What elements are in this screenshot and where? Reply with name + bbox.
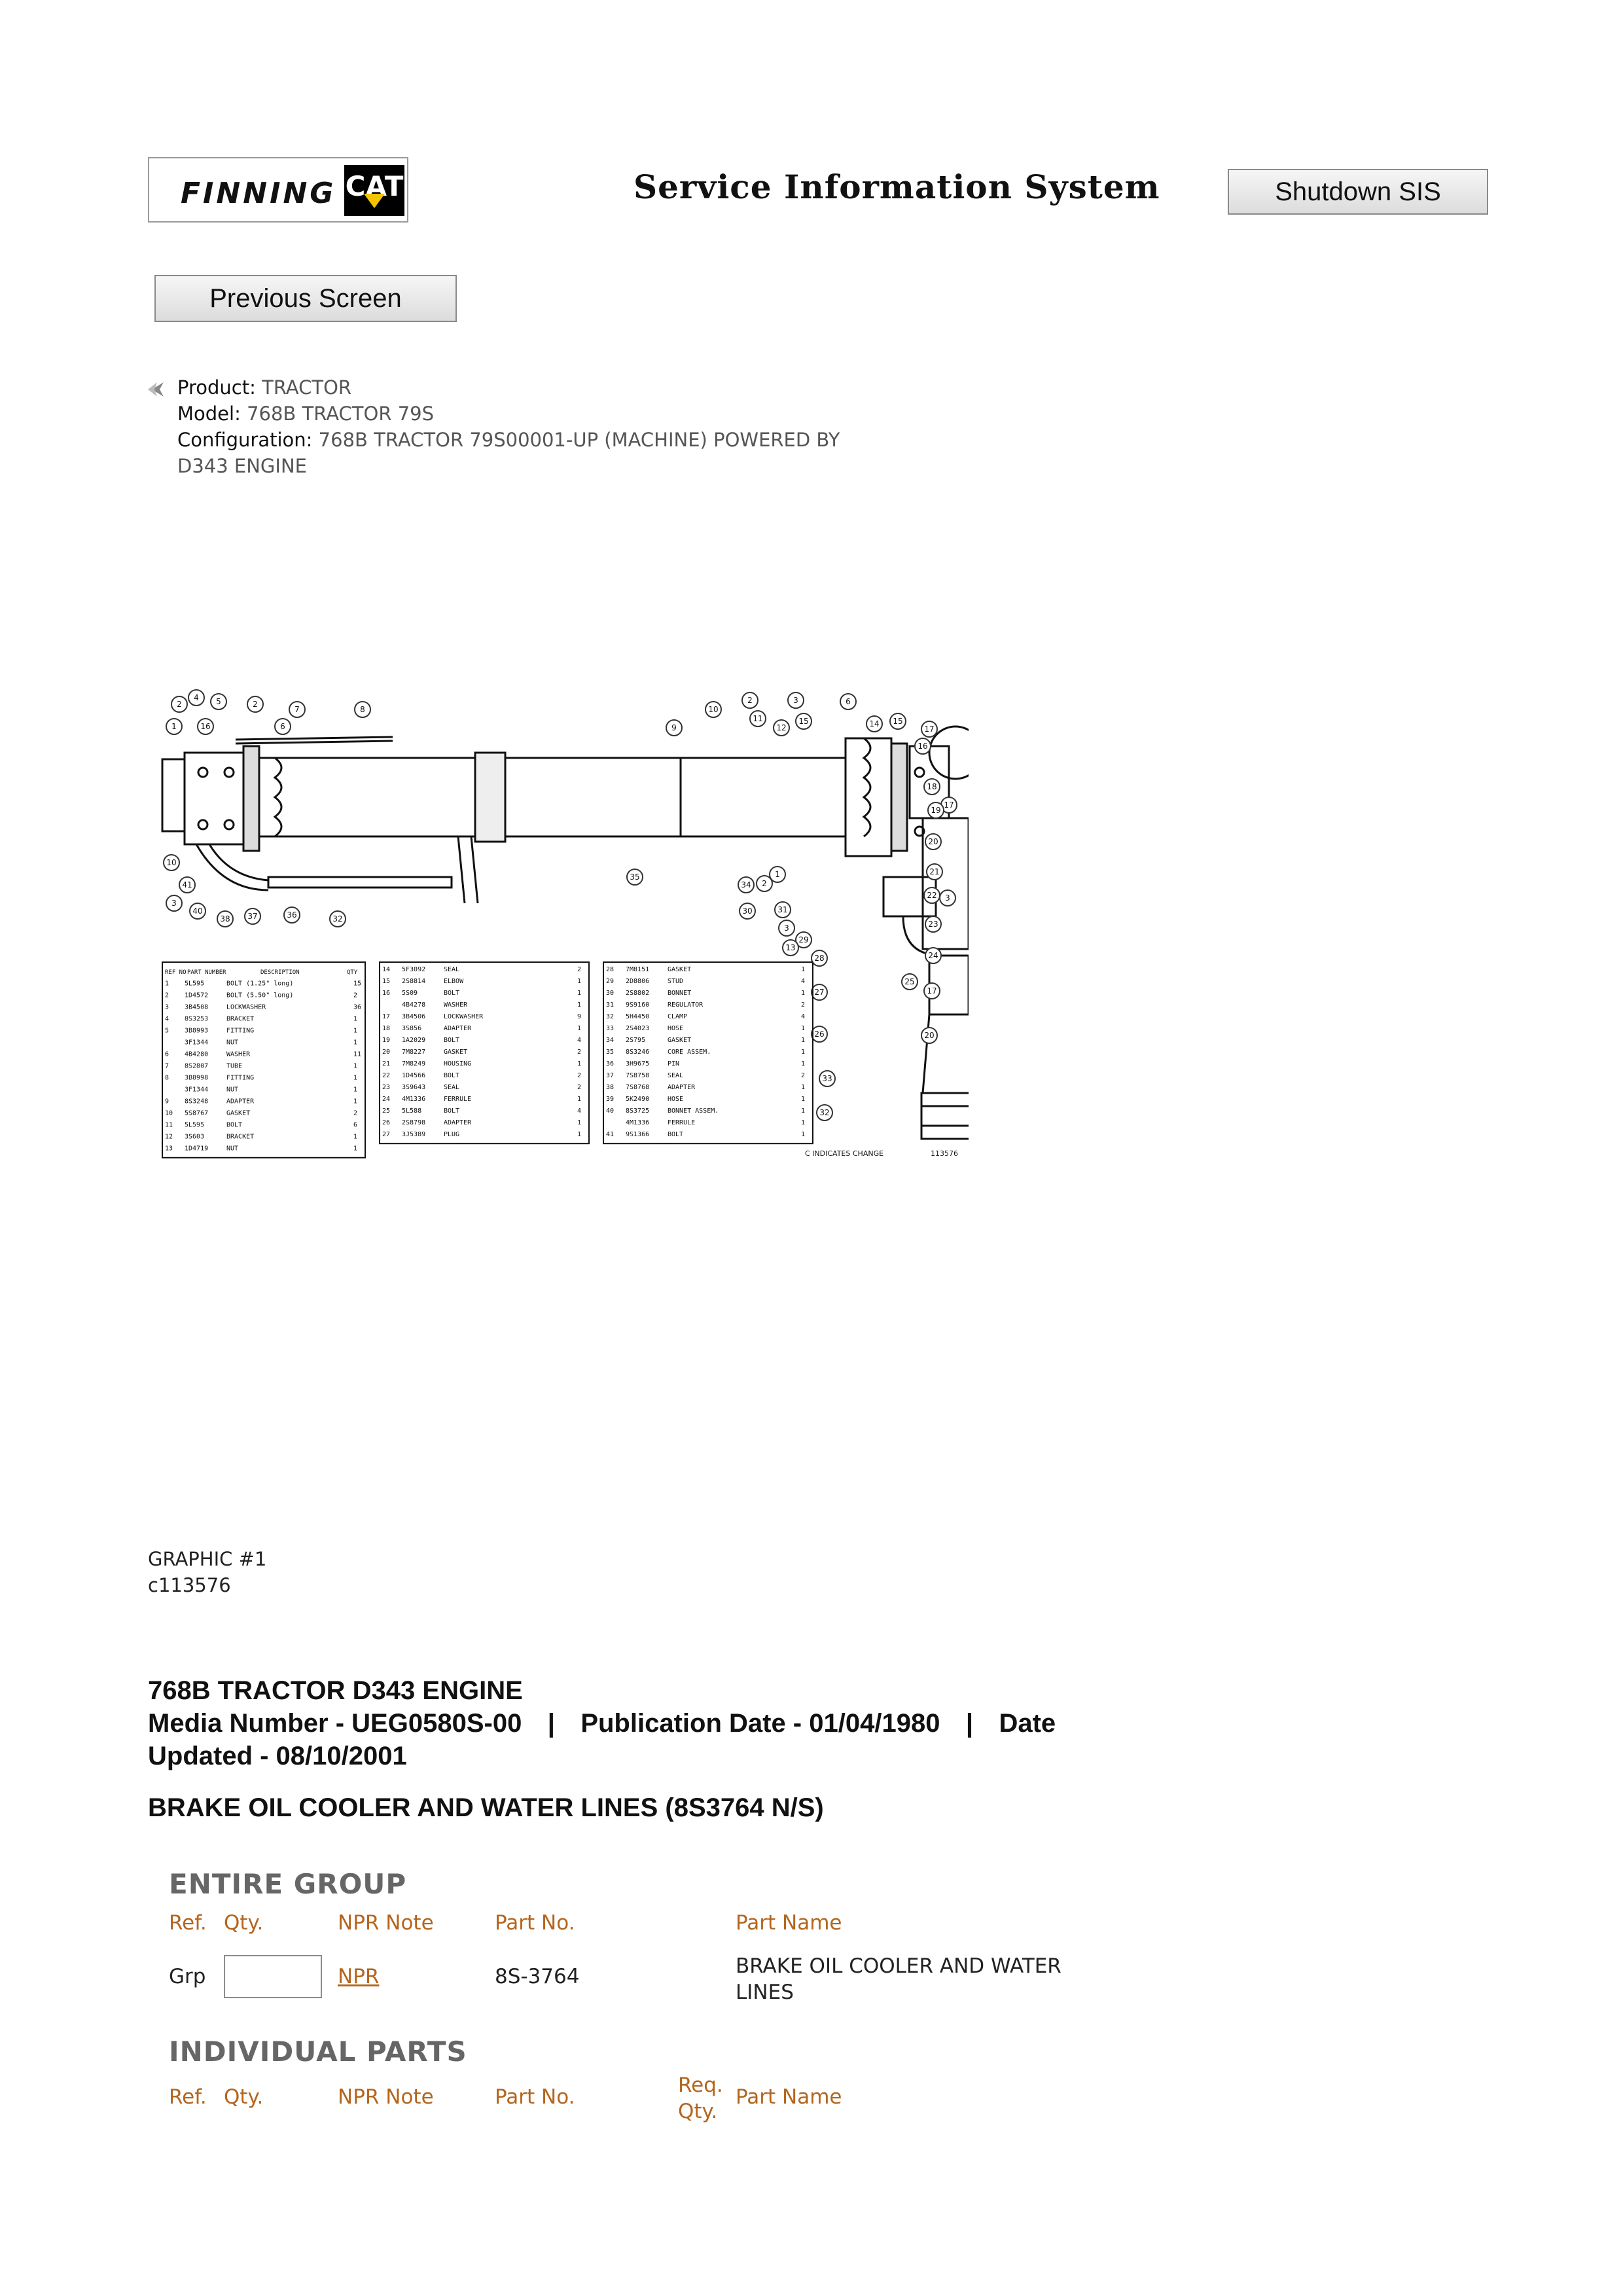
part-number: 3S9643 bbox=[402, 1084, 426, 1091]
part-number: 7M8151 bbox=[626, 966, 650, 973]
part-ref: 30 bbox=[606, 990, 615, 997]
part-description: FERRULE bbox=[668, 1119, 696, 1126]
part-number: 5L588 bbox=[402, 1107, 422, 1115]
part-ref: 31 bbox=[606, 1001, 615, 1009]
part-ref: 28 bbox=[606, 966, 615, 973]
part-number: 2D8806 bbox=[626, 978, 650, 985]
part-number: 5L595 bbox=[185, 1121, 205, 1129]
svg-text:24: 24 bbox=[928, 951, 938, 960]
part-description: SEAL bbox=[444, 1084, 460, 1091]
part-qty: 1 bbox=[801, 990, 806, 997]
part-ref: 19 bbox=[382, 1037, 391, 1044]
part-description: HOSE bbox=[668, 1025, 684, 1032]
part-qty: 1 bbox=[353, 1086, 358, 1094]
part-qty: 4 bbox=[577, 1037, 582, 1044]
part-ref: 20 bbox=[382, 1049, 391, 1056]
part-ref: 2 bbox=[165, 992, 169, 999]
system-title: Service Information System bbox=[633, 168, 1160, 206]
svg-text:33: 33 bbox=[822, 1074, 832, 1083]
part-description: BOLT bbox=[444, 1037, 460, 1044]
part-description: PLUG bbox=[444, 1131, 460, 1138]
part-ref: 38 bbox=[606, 1084, 615, 1091]
eg-header-part-name: Part Name bbox=[736, 1911, 842, 1935]
part-description: CORE ASSEM. bbox=[668, 1049, 711, 1056]
part-ref: 37 bbox=[606, 1072, 615, 1079]
part-description: FERRULE bbox=[444, 1096, 472, 1103]
previous-screen-button[interactable]: Previous Screen bbox=[154, 275, 457, 322]
part-ref: 3 bbox=[165, 1003, 169, 1011]
part-number: 1A2029 bbox=[402, 1037, 426, 1044]
part-description: WASHER bbox=[226, 1050, 251, 1058]
part-description: SEAL bbox=[668, 1072, 684, 1079]
eg-header-ref: Ref. bbox=[169, 1911, 207, 1935]
part-qty: 2 bbox=[577, 1072, 582, 1079]
part-number: 3F1344 bbox=[185, 1039, 209, 1047]
configuration-value-2: D343 ENGINE bbox=[177, 455, 307, 477]
part-description: CLAMP bbox=[668, 1013, 688, 1020]
part-description: ADAPTER bbox=[444, 1025, 472, 1032]
part-qty: 1 bbox=[577, 1131, 582, 1138]
part-number: 3S603 bbox=[185, 1133, 205, 1141]
svg-text:10: 10 bbox=[166, 858, 177, 867]
part-ref: 4 bbox=[165, 1015, 169, 1023]
svg-text:21: 21 bbox=[929, 867, 940, 876]
part-number: 3B4506 bbox=[402, 1013, 426, 1020]
part-number: 3B8993 bbox=[185, 1027, 209, 1035]
svg-text:27: 27 bbox=[814, 988, 825, 997]
configuration-line: Configuration: 768B TRACTOR 79S00001-UP (MACHINE) POWERED BY bbox=[177, 429, 840, 451]
part-ref: 40 bbox=[606, 1107, 615, 1115]
part-qty: 2 bbox=[801, 1001, 806, 1009]
part-ref: 34 bbox=[606, 1037, 615, 1044]
part-qty: 1 bbox=[577, 978, 582, 985]
part-ref: 15 bbox=[382, 978, 391, 985]
part-qty: 2 bbox=[577, 1049, 582, 1056]
separator: | bbox=[965, 1709, 974, 1738]
svg-text:3: 3 bbox=[945, 893, 950, 903]
part-description: FITTING bbox=[226, 1027, 255, 1035]
part-number: 7M8249 bbox=[402, 1060, 426, 1067]
part-number: 1D4719 bbox=[185, 1145, 209, 1153]
part-description: BRACKET bbox=[226, 1015, 255, 1023]
svg-text:2: 2 bbox=[177, 700, 182, 709]
part-description: FITTING bbox=[226, 1074, 255, 1082]
eg-row-part-no: 8S-3764 bbox=[495, 1965, 580, 1988]
updated-date: Updated - 08/10/2001 bbox=[148, 1742, 407, 1770]
ip-header-ref: Ref. bbox=[169, 2085, 207, 2109]
graphic-code: 113576 bbox=[931, 1149, 958, 1158]
part-qty: 1 bbox=[577, 1001, 582, 1009]
part-description: BRACKET bbox=[226, 1133, 255, 1141]
ip-header-part-no: Part No. bbox=[495, 2085, 575, 2109]
part-qty: 1 bbox=[801, 1096, 806, 1103]
ip-header-part-name: Part Name bbox=[736, 2085, 842, 2109]
part-description: BOLT bbox=[668, 1131, 684, 1138]
part-qty: 1 bbox=[801, 1060, 806, 1067]
part-description: BOLT bbox=[444, 1107, 460, 1115]
svg-text:31: 31 bbox=[777, 905, 788, 914]
group-title: BRAKE OIL COOLER AND WATER LINES (8S3764 N/S) bbox=[148, 1793, 824, 1822]
part-qty: 1 bbox=[801, 1049, 806, 1056]
part-number: 4M1336 bbox=[402, 1096, 426, 1103]
part-number: 1D4572 bbox=[185, 992, 209, 999]
part-description: ELBOW bbox=[444, 978, 464, 985]
svg-text:12: 12 bbox=[776, 723, 787, 732]
entire-group-heading: ENTIRE GROUP bbox=[169, 1868, 407, 1900]
shutdown-sis-button[interactable]: Shutdown SIS bbox=[1228, 169, 1488, 215]
parts-table-header: DESCRIPTION bbox=[260, 969, 300, 976]
product-value: TRACTOR bbox=[262, 376, 352, 399]
eg-header-npr: NPR Note bbox=[338, 1911, 434, 1935]
part-number: 8S3248 bbox=[185, 1098, 209, 1105]
graphic-caption bbox=[148, 1546, 266, 1598]
parts-diagram-graphic bbox=[157, 681, 969, 1165]
svg-text:41: 41 bbox=[182, 880, 192, 889]
part-description: BOLT bbox=[226, 1121, 243, 1129]
part-number: 3H9675 bbox=[626, 1060, 650, 1067]
svg-text:5: 5 bbox=[216, 697, 221, 706]
svg-text:15: 15 bbox=[893, 717, 903, 726]
part-number: 3B4508 bbox=[185, 1003, 209, 1011]
logo-cat-text: CAT bbox=[345, 170, 404, 202]
part-ref: 32 bbox=[606, 1013, 615, 1020]
part-description: SEAL bbox=[444, 966, 460, 973]
model-line: Model: 768B TRACTOR 79S bbox=[177, 403, 435, 425]
svg-text:17: 17 bbox=[944, 800, 954, 810]
part-description: BOLT (5.50" long) bbox=[226, 992, 294, 999]
logo-text: FINNING bbox=[181, 177, 336, 210]
graphic-number: GRAPHIC #1 bbox=[148, 1548, 267, 1570]
part-qty: 1 bbox=[577, 1119, 582, 1126]
part-qty: 6 bbox=[353, 1121, 358, 1129]
svg-text:16: 16 bbox=[918, 742, 928, 751]
product-line: Product: TRACTOR bbox=[177, 376, 352, 399]
part-ref: 21 bbox=[382, 1060, 391, 1067]
part-description: BONNET bbox=[668, 990, 692, 997]
part-number: 5L595 bbox=[185, 980, 205, 988]
part-ref: 10 bbox=[165, 1109, 173, 1117]
svg-text:17: 17 bbox=[927, 986, 937, 996]
part-description: GASKET bbox=[668, 966, 692, 973]
eg-row-part-name: BRAKE OIL COOLER AND WATER LINES bbox=[736, 1954, 1061, 2004]
individual-parts-heading: INDIVIDUAL PARTS bbox=[169, 2036, 467, 2068]
part-qty: 1 bbox=[801, 1131, 806, 1138]
part-ref: 1 bbox=[165, 980, 169, 988]
eg-npr-link[interactable]: NPR bbox=[338, 1965, 380, 1988]
part-ref: 9 bbox=[165, 1098, 169, 1105]
svg-text:14: 14 bbox=[869, 719, 880, 728]
part-qty: 4 bbox=[801, 978, 806, 985]
media-number: Media Number - UEG0580S-00 bbox=[148, 1709, 522, 1738]
part-ref: 36 bbox=[606, 1060, 615, 1067]
part-number: 7S8758 bbox=[626, 1072, 650, 1079]
parts-table-header: REF NO bbox=[165, 969, 187, 976]
part-ref: 12 bbox=[165, 1133, 173, 1141]
finning-cat-logo bbox=[148, 157, 408, 223]
part-number: 1D4566 bbox=[402, 1072, 426, 1079]
part-number: 7S8768 bbox=[626, 1084, 650, 1091]
part-number: 3J5389 bbox=[402, 1131, 426, 1138]
publication-date: Publication Date - 01/04/1980 bbox=[580, 1709, 940, 1738]
part-description: BOLT (1.25" long) bbox=[226, 980, 294, 988]
part-description: STUD bbox=[668, 978, 684, 985]
part-qty: 1 bbox=[801, 1084, 806, 1091]
part-number: 9S9160 bbox=[626, 1001, 650, 1009]
part-qty: 1 bbox=[353, 1027, 358, 1035]
part-number: 7M8227 bbox=[402, 1049, 426, 1056]
svg-text:4: 4 bbox=[194, 693, 199, 702]
svg-text:23: 23 bbox=[928, 920, 938, 929]
svg-text:26: 26 bbox=[814, 1030, 825, 1039]
svg-text:28: 28 bbox=[814, 954, 825, 963]
part-description: LOCKWASHER bbox=[444, 1013, 484, 1020]
svg-text:11: 11 bbox=[753, 714, 763, 723]
part-qty: 1 bbox=[577, 1060, 582, 1067]
part-qty: 2 bbox=[353, 992, 358, 999]
ip-header-req-qty: Req. Qty. bbox=[678, 2073, 723, 2123]
part-ref: 33 bbox=[606, 1025, 615, 1032]
cat-logo-icon bbox=[344, 165, 404, 216]
part-ref: 26 bbox=[382, 1119, 391, 1126]
ip-header-npr: NPR Note bbox=[338, 2085, 434, 2109]
parts-table-header: QTY bbox=[347, 969, 358, 976]
svg-text:25: 25 bbox=[904, 977, 915, 986]
part-number: 2S4023 bbox=[626, 1025, 650, 1032]
product-info bbox=[177, 374, 963, 479]
date-word: Date bbox=[999, 1709, 1056, 1738]
part-description: GASKET bbox=[668, 1037, 692, 1044]
part-description: HOUSING bbox=[444, 1060, 472, 1067]
part-description: BOLT bbox=[444, 990, 460, 997]
svg-text:17: 17 bbox=[924, 725, 935, 734]
part-description: ADAPTER bbox=[668, 1084, 696, 1091]
svg-text:36: 36 bbox=[287, 910, 297, 920]
part-ref: 39 bbox=[606, 1096, 615, 1103]
svg-text:7: 7 bbox=[294, 705, 300, 714]
graphic-id: c113576 bbox=[148, 1574, 231, 1596]
part-number: 4M1336 bbox=[626, 1119, 650, 1126]
part-qty: 2 bbox=[577, 1084, 582, 1091]
document-header bbox=[148, 1674, 1195, 1772]
part-description: BOLT bbox=[444, 1072, 460, 1079]
svg-text:10: 10 bbox=[708, 705, 719, 714]
part-number: 2S8802 bbox=[626, 990, 650, 997]
svg-text:8: 8 bbox=[360, 705, 365, 714]
legend-note: C INDICATES CHANGE bbox=[805, 1149, 884, 1158]
svg-text:37: 37 bbox=[247, 912, 258, 921]
part-description: REGULATOR bbox=[668, 1001, 704, 1009]
part-qty: 1 bbox=[353, 1098, 358, 1105]
part-description: NUT bbox=[226, 1145, 239, 1153]
part-qty: 1 bbox=[801, 1037, 806, 1044]
model-value: 768B TRACTOR 79S bbox=[247, 403, 435, 425]
svg-text:29: 29 bbox=[798, 935, 809, 944]
svg-text:16: 16 bbox=[200, 722, 211, 731]
part-description: PIN bbox=[668, 1060, 680, 1067]
part-ref: 18 bbox=[382, 1025, 391, 1032]
part-qty: 15 bbox=[353, 980, 362, 988]
part-qty: 9 bbox=[577, 1013, 582, 1020]
part-number: 5K2490 bbox=[626, 1096, 650, 1103]
part-number: 2S795 bbox=[626, 1037, 646, 1044]
part-number: 3B8998 bbox=[185, 1074, 209, 1082]
svg-text:6: 6 bbox=[280, 722, 285, 731]
part-qty: 4 bbox=[577, 1107, 582, 1115]
part-ref: 13 bbox=[165, 1145, 173, 1153]
part-qty: 4 bbox=[801, 1013, 806, 1020]
part-description: ADAPTER bbox=[226, 1098, 255, 1105]
svg-text:20: 20 bbox=[924, 1031, 935, 1040]
svg-text:1: 1 bbox=[775, 870, 780, 879]
part-description: LOCKWASHER bbox=[226, 1003, 266, 1011]
part-description: GASKET bbox=[226, 1109, 251, 1117]
svg-text:34: 34 bbox=[741, 880, 751, 889]
part-number: 8S3253 bbox=[185, 1015, 209, 1023]
part-qty: 11 bbox=[353, 1050, 362, 1058]
svg-text:15: 15 bbox=[798, 717, 809, 726]
part-qty: 1 bbox=[577, 990, 582, 997]
part-description: NUT bbox=[226, 1039, 239, 1047]
parts-table-header: PART NUMBER bbox=[187, 969, 226, 976]
svg-text:19: 19 bbox=[931, 806, 941, 815]
svg-text:3: 3 bbox=[793, 696, 798, 705]
part-ref: 11 bbox=[165, 1121, 173, 1129]
part-qty: 2 bbox=[353, 1109, 358, 1117]
ip-header-qty: Qty. bbox=[224, 2085, 264, 2109]
part-number: 9S1366 bbox=[626, 1131, 650, 1138]
part-description: WASHER bbox=[444, 1001, 468, 1009]
svg-text:3: 3 bbox=[171, 899, 177, 908]
part-description: NUT bbox=[226, 1086, 239, 1094]
part-qty: 2 bbox=[577, 966, 582, 973]
svg-text:2: 2 bbox=[253, 700, 258, 709]
part-description: HOSE bbox=[668, 1096, 684, 1103]
part-number: 2S8814 bbox=[402, 978, 426, 985]
part-number: 5S09 bbox=[402, 990, 418, 997]
part-number: 5H4450 bbox=[626, 1013, 650, 1020]
svg-text:38: 38 bbox=[220, 914, 230, 924]
part-ref: 29 bbox=[606, 978, 615, 985]
svg-text:6: 6 bbox=[846, 697, 851, 706]
part-qty: 1 bbox=[353, 1039, 358, 1047]
part-qty: 1 bbox=[801, 966, 806, 973]
svg-text:3: 3 bbox=[784, 924, 789, 933]
part-number: 8S3725 bbox=[626, 1107, 650, 1115]
back-arrow-icon[interactable] bbox=[148, 381, 165, 398]
part-number: 4B4280 bbox=[185, 1050, 209, 1058]
configuration-value: 768B TRACTOR 79S00001-UP (MACHINE) POWERED BY bbox=[318, 429, 840, 451]
part-ref: 41 bbox=[606, 1131, 615, 1138]
svg-text:9: 9 bbox=[671, 723, 677, 732]
part-qty: 1 bbox=[801, 1119, 806, 1126]
part-number: 5F3092 bbox=[402, 966, 426, 973]
part-ref: 14 bbox=[382, 966, 391, 973]
svg-text:18: 18 bbox=[927, 782, 937, 791]
document-meta bbox=[148, 1707, 1195, 1740]
part-ref: 35 bbox=[606, 1049, 615, 1056]
part-number: 3S856 bbox=[402, 1025, 422, 1032]
part-description: BONNET ASSEM. bbox=[668, 1107, 719, 1115]
part-qty: 1 bbox=[353, 1015, 358, 1023]
part-qty: 1 bbox=[801, 1107, 806, 1115]
part-description: GASKET bbox=[444, 1049, 468, 1056]
eg-header-qty: Qty. bbox=[224, 1911, 264, 1935]
part-number: 3F1344 bbox=[185, 1086, 209, 1094]
svg-text:35: 35 bbox=[630, 872, 640, 882]
part-qty: 1 bbox=[353, 1145, 358, 1153]
svg-text:20: 20 bbox=[928, 837, 938, 846]
eg-quantity-input[interactable] bbox=[224, 1955, 322, 1998]
part-qty: 1 bbox=[577, 1025, 582, 1032]
svg-text:2: 2 bbox=[747, 696, 753, 705]
part-description: ADAPTER bbox=[444, 1119, 472, 1126]
part-qty: 1 bbox=[353, 1074, 358, 1082]
part-ref: 5 bbox=[165, 1027, 169, 1035]
part-qty: 1 bbox=[353, 1062, 358, 1070]
svg-text:13: 13 bbox=[785, 943, 796, 952]
part-ref: 8 bbox=[165, 1074, 169, 1082]
eg-row-ref: Grp bbox=[169, 1965, 206, 1988]
part-number: 4B4278 bbox=[402, 1001, 426, 1009]
part-qty: 1 bbox=[577, 1096, 582, 1103]
svg-text:40: 40 bbox=[192, 906, 203, 916]
svg-text:22: 22 bbox=[927, 891, 937, 900]
separator: | bbox=[547, 1709, 555, 1738]
part-qty: 36 bbox=[353, 1003, 362, 1011]
part-number: 5S8767 bbox=[185, 1109, 209, 1117]
part-ref: 16 bbox=[382, 990, 391, 997]
part-qty: 2 bbox=[801, 1072, 806, 1079]
part-qty: 1 bbox=[801, 1025, 806, 1032]
part-ref: 27 bbox=[382, 1131, 391, 1138]
part-number: 8S2807 bbox=[185, 1062, 209, 1070]
svg-text:30: 30 bbox=[742, 906, 753, 916]
part-description: TUBE bbox=[226, 1062, 243, 1070]
part-ref: 23 bbox=[382, 1084, 391, 1091]
part-ref: 24 bbox=[382, 1096, 391, 1103]
part-ref: 25 bbox=[382, 1107, 391, 1115]
part-number: 8S3246 bbox=[626, 1049, 650, 1056]
document-title: 768B TRACTOR D343 ENGINE bbox=[148, 1676, 523, 1705]
eg-header-part-no: Part No. bbox=[495, 1911, 575, 1935]
part-ref: 6 bbox=[165, 1050, 169, 1058]
part-ref: 7 bbox=[165, 1062, 169, 1070]
svg-text:32: 32 bbox=[332, 914, 343, 924]
svg-text:1: 1 bbox=[171, 722, 177, 731]
part-ref: 22 bbox=[382, 1072, 391, 1079]
svg-text:32: 32 bbox=[819, 1108, 830, 1117]
svg-text:2: 2 bbox=[762, 879, 767, 888]
part-ref: 17 bbox=[382, 1013, 391, 1020]
part-number: 2S8798 bbox=[402, 1119, 426, 1126]
part-qty: 1 bbox=[353, 1133, 358, 1141]
